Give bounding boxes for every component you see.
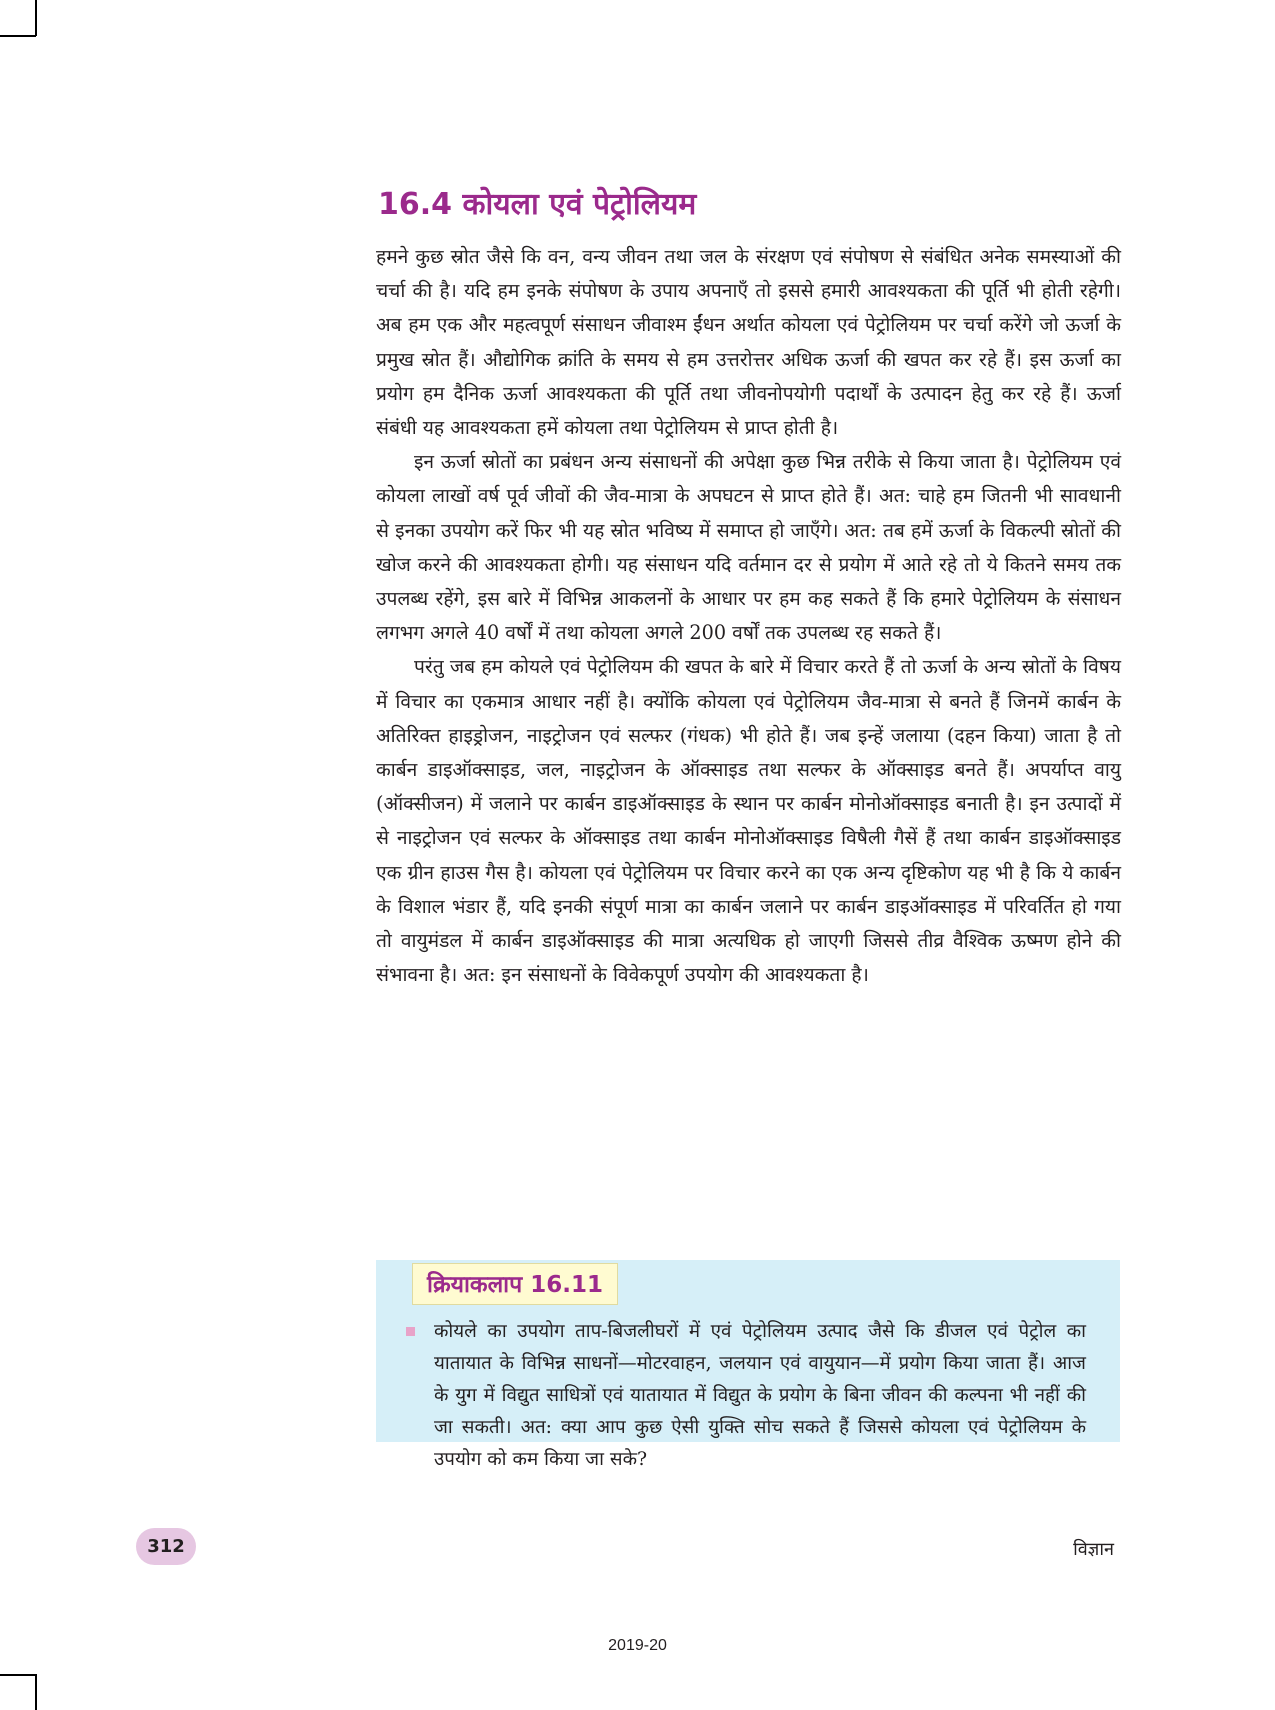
paragraph: हमने कुछ स्रोत जैसे कि वन, वन्य जीवन तथा जल के संरक्षण एवं संपोषण से संबंधित अनेक समस्याओं की चर्चा की है। यदि हम इनके संपोषण के उपाय अपनाएँ तो इससे हमारी आवश्यकता की पूर्ति भी होती रहेगी। अब हम एक और महत्वपूर्ण संसाधन जीवाश्म ईंधन अर्थात कोयला एवं पेट्रोलियम पर चर्चा करेंगे जो ऊर्जा के प्रमुख स्रोत हैं। औद्योगिक क्रांति के समय से हम उत्तरोत्तर अधिक ऊर्जा की खपत कर रहे हैं। इस ऊर्जा का प्रयोग हम दैनिक ऊर्जा आवश्यकता की पूर्ति तथा जीवनोपयोगी पदार्थों के उत्पादन हेतु कर रहे हैं। ऊर्जा संबंधी यह आवश्यकता हमें कोयला तथा पेट्रोलियम से प्राप्त होती है। — [376, 245, 1121, 440]
edition-year: 2019-20 — [608, 1637, 667, 1654]
section-heading: 16.4 कोयला एवं पेट्रोलियम — [378, 187, 697, 222]
activity-title: क्रियाकलाप 16.11 — [412, 1263, 618, 1305]
crop-mark — [35, 1674, 37, 1710]
crop-mark — [0, 1674, 36, 1676]
square-bullet-icon — [406, 1327, 415, 1336]
activity-box — [376, 1260, 1120, 1470]
body-text — [376, 240, 1121, 992]
subject-label: विज्ञान — [1073, 1539, 1114, 1560]
crop-mark — [35, 0, 37, 36]
crop-mark — [0, 35, 36, 37]
page-number: 312 — [136, 1528, 196, 1565]
paragraph: इन ऊर्जा स्रोतों का प्रबंधन अन्य संसाधनों की अपेक्षा कुछ भिन्न तरीके से किया जाता है। पेट्रोलियम एवं कोयला लाखों वर्ष पूर्व जीवों की जैव-मात्रा के अपघटन से प्राप्त होते हैं। अत: चाहे हम जितनी भी सावधानी से इनका उपयोग करें फिर भी यह स्रोत भविष्य में समाप्त हो जाएँगे। अत: तब हमें ऊर्जा के विकल्पी स्रोतों की खोज करने की आवश्यकता होगी। यह संसाधन यदि वर्तमान दर से प्रयोग में आते रहे तो ये कितने समय तक उपलब्ध रहेंगे, इस बारे में विभिन्न आकलनों के आधार पर हम कह सकते हैं कि हमारे पेट्रोलियम के संसाधन लगभग अगले 40 वर्षों में तथा कोयला अगले 200 वर्षों तक उपलब्ध रह सकते हैं। — [376, 450, 1121, 645]
activity-item: कोयले का उपयोग ताप-बिजलीघरों में एवं पेट्रोलियम उत्पाद जैसे कि डीजल एवं पेट्रोल का यातायात के विभिन्न साधनों—मोटरवाहन, जलयान एवं वायुयान—में प्रयोग किया जाता हैं। आज के युग में विद्युत साधित्रों एवं यातायात में विद्युत के प्रयोग के बिना जीवन की कल्पना भी नहीं की जा सकती। अत: क्या आप कुछ ऐसी युक्ति सोच सकते हैं जिससे कोयला एवं पेट्रोलियम के उपयोग को कम किया जा सके? — [434, 1321, 1086, 1470]
paragraph: परंतु जब हम कोयले एवं पेट्रोलियम की खपत के बारे में विचार करते हैं तो ऊर्जा के अन्य स्रोतों के विषय में विचार का एकमात्र आधार नहीं है। क्योंकि कोयला एवं पेट्रोलियम जैव-मात्रा से बनते हैं जिनमें कार्बन के अतिरिक्त हाइड्रोजन, नाइट्रोजन एवं सल्फर (गंधक) भी होते हैं। जब इन्हें जलाया (दहन किया) जाता है तो कार्बन डाइऑक्साइड, जल, नाइट्रोजन के ऑक्साइड तथा सल्फर के ऑक्साइड बनते हैं। अपर्याप्त वायु (ऑक्सीजन) में जलाने पर कार्बन डाइऑक्साइड के स्थान पर कार्बन मोनोऑक्साइड बनाती है। इन उत्पादों में से नाइट्रोजन एवं सल्फर के ऑक्साइड तथा कार्बन मोनोऑक्साइड विषैली गैसें हैं तथा कार्बन डाइऑक्साइड एक ग्रीन हाउस गैस है। कोयला एवं पेट्रोलियम पर विचार करने का एक अन्य दृष्टिकोण यह भी है कि ये कार्बन के विशाल भंडार हैं, यदि इनकी संपूर्ण मात्रा का कार्बन जलाने पर कार्बन डाइऑक्साइड में परिवर्तित हो गया तो वायुमंडल में कार्बन डाइऑक्साइड की मात्रा अत्यधिक हो जाएगी जिससे तीव्र वैश्विक ऊष्मण होने की संभावना है। अत: इन संसाधनों के विवेकपूर्ण उपयोग की आवश्यकता है। — [376, 655, 1122, 987]
